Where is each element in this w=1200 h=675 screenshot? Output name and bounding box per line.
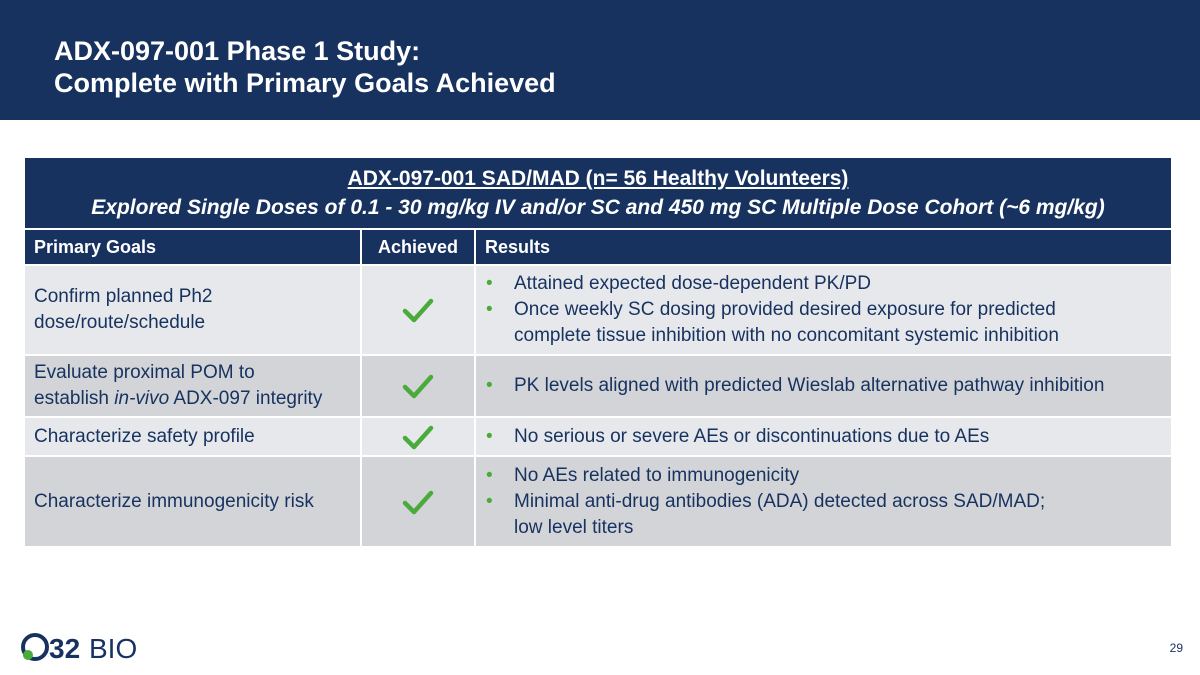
- achieved-cell: [362, 266, 474, 354]
- goals-table: [25, 230, 1171, 546]
- bullet-icon: •: [486, 425, 493, 447]
- achieved-cell: [362, 457, 474, 546]
- goal-line: Characterize safety profile: [34, 425, 255, 447]
- svg-text:BIO: BIO: [89, 633, 138, 664]
- result-item: • No AEs related to immunogenicity: [486, 463, 1165, 489]
- header-results: Results: [476, 230, 1171, 264]
- goal-cell: [25, 418, 360, 455]
- goal-text: [34, 489, 354, 515]
- results-cell: [476, 457, 1171, 546]
- checkmark-icon: [402, 488, 434, 516]
- results-list: [486, 271, 1165, 349]
- results-cell: [476, 356, 1171, 416]
- goal-line: Characterize immunogenicity risk: [34, 490, 314, 512]
- results-list: [486, 463, 1165, 541]
- checkmark-icon: [402, 296, 434, 324]
- results-list: [486, 373, 1165, 399]
- header-primary-goals: Primary Goals: [25, 230, 360, 264]
- result-item: • Minimal anti-drug antibodies (ADA) detected across SAD/MAD; low level titers: [486, 490, 1046, 538]
- bullet-icon: •: [486, 273, 493, 294]
- result-item: • Once weekly SC dosing provided desired exposure for predicted complete tissue inhibition with no concomitant systemic inhibition: [486, 299, 1059, 346]
- result-item: • PK levels aligned with predicted Wieslab alternative pathway inhibition: [486, 373, 1165, 399]
- checkmark-icon: [402, 423, 434, 451]
- bullet-icon: •: [486, 490, 493, 512]
- results-cell: [476, 418, 1171, 455]
- header-achieved: Achieved: [362, 230, 474, 264]
- table-row: [25, 266, 1171, 354]
- table-row: [25, 356, 1171, 416]
- study-banner: [25, 158, 1171, 228]
- checkmark-icon: [402, 372, 434, 400]
- table-row: [25, 418, 1171, 455]
- result-item: • Attained expected dose-dependent PK/PD: [486, 271, 1165, 297]
- bullet-icon: •: [486, 375, 493, 396]
- table-row: [25, 457, 1171, 546]
- goal-text: [34, 360, 354, 412]
- results-list: [486, 424, 1165, 450]
- goal-text: [34, 284, 354, 336]
- slide-title-line1: ADX-097-001 Phase 1 Study:: [54, 36, 421, 66]
- goal-line: establish in-vivo ADX-097 integrity: [34, 388, 323, 409]
- goal-line: Confirm planned Ph2: [34, 286, 213, 307]
- bullet-icon: •: [486, 464, 493, 486]
- table-header-row: [25, 230, 1171, 264]
- achieved-cell: [362, 418, 474, 455]
- goal-cell: [25, 457, 360, 546]
- slide-title: [54, 35, 556, 99]
- slide-title-line2: Complete with Primary Goals Achieved: [54, 68, 556, 98]
- goal-cell: [25, 356, 360, 416]
- result-item: • No serious or severe AEs or discontinuations due to AEs: [486, 424, 1165, 450]
- achieved-cell: [362, 356, 474, 416]
- page-number: 29: [1169, 641, 1183, 655]
- goal-cell: [25, 266, 360, 354]
- goal-line: Evaluate proximal POM to: [34, 362, 255, 383]
- svg-text:32: 32: [49, 633, 81, 664]
- q32-bio-logo: [20, 630, 140, 664]
- goal-text: [34, 424, 354, 450]
- study-banner-subtitle: Explored Single Doses of 0.1 - 30 mg/kg IV and/or SC and 450 mg SC Multiple Dose Cohort (~6 mg/kg): [91, 196, 1105, 219]
- goal-line: dose/route/schedule: [34, 312, 206, 333]
- title-bar: [0, 0, 1200, 120]
- bullet-icon: •: [486, 299, 493, 320]
- study-banner-title: ADX-097-001 SAD/MAD (n= 56 Healthy Volunteers): [347, 167, 849, 190]
- results-cell: [476, 266, 1171, 354]
